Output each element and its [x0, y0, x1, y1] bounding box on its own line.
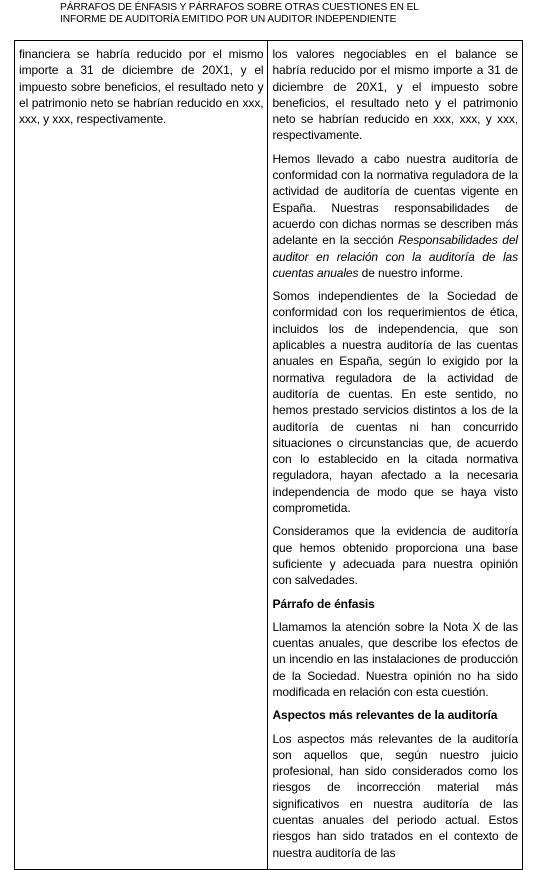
- comparison-table: [14, 40, 523, 870]
- right-paragraph-6: Los aspectos más relevantes de la auditoría son aquellos que, según nuestro juicio profesional, han sido considerados como los riesgos de incorrección material más significativos en nuestra auditoría de las cuentas anuales del periodo actual. Estos riesgos han sido tratados en el contexto de nuestra auditoría de las: [272, 731, 518, 860]
- right-paragraph-5: Llamamos la atención sobre la Nota X de las cuentas anuales, que describe los efectos de un incendio en las instalaciones de producción de la Sociedad. Nuestra opinión no ha sido modificada en relación con esta cuestión.: [272, 619, 518, 699]
- header-line-1: PÁRRAFOS DE ÉNFASIS Y PÁRRAFOS SOBRE OTRAS CUESTIONES EN EL: [60, 2, 419, 13]
- left-column-cell: [15, 41, 268, 870]
- emphasis-heading: Párrafo de énfasis: [272, 596, 375, 611]
- right-paragraph-3: Somos independientes de la Sociedad de conformidad con los requerimientos de ética, incluidos los de independencia, que son aplicables a nuestra auditoría de las cuentas anuales en España, según lo exigido por la normativa reguladora de la actividad de auditoría de cuentas. En este sentido, no hemos prestado servicios distintos a los de la auditoría de cuentas ni han concurrido situaciones o circunstancias que, de acuerdo con lo establecido en la citada normativa reguladora, hayan afectado a la necesaria independencia de modo que se haya visto comprometida.: [272, 289, 518, 516]
- table-row: [15, 41, 523, 870]
- right-paragraph-4: Consideramos que la evidencia de auditoría que hemos obtenido proporciona una base suficiente y adecuada para nuestra opinión con salvedades.: [272, 524, 518, 588]
- right-paragraph-2-start: Hemos llevado a cabo nuestra auditoría de conformidad con la normativa reguladora de la actividad de auditoría de cuentas vigente en España. Nuestras responsabilidades de acuerdo con dichas normas se describen más adelante en la sección: [272, 151, 518, 248]
- key-audit-matters-heading: Aspectos más relevantes de la auditoría: [272, 708, 498, 723]
- left-paragraph-1: financiera se habría reducido por el mismo importe a 31 de diciembre de 20X1, y el impuesto sobre beneficios, el resultado neto y el patrimonio neto se habrían reducido en xxx, xxx, y xxx, respectivamente.: [19, 47, 264, 127]
- right-paragraph-2-end: de nuestro informe.: [358, 265, 464, 280]
- page-header: [60, 2, 460, 26]
- right-column-cell: [268, 41, 523, 870]
- right-paragraph-2: [272, 151, 518, 281]
- right-paragraph-1: los valores negociables en el balance se habría reducido por el mismo importe a 31 de diciembre de 20X1, y el impuesto sobre beneficios, el resultado neto y el patrimonio neto se habrían reducido en xxx, xxx, y xxx, respectivamente.: [272, 47, 518, 143]
- header-line-2: INFORME DE AUDITORÍA EMITIDO POR UN AUDITOR INDEPENDIENTE: [60, 14, 397, 25]
- responsibilities-section-reference: Responsabilidades del auditor en relación con la auditoría de las cuentas anuales: [272, 233, 518, 280]
